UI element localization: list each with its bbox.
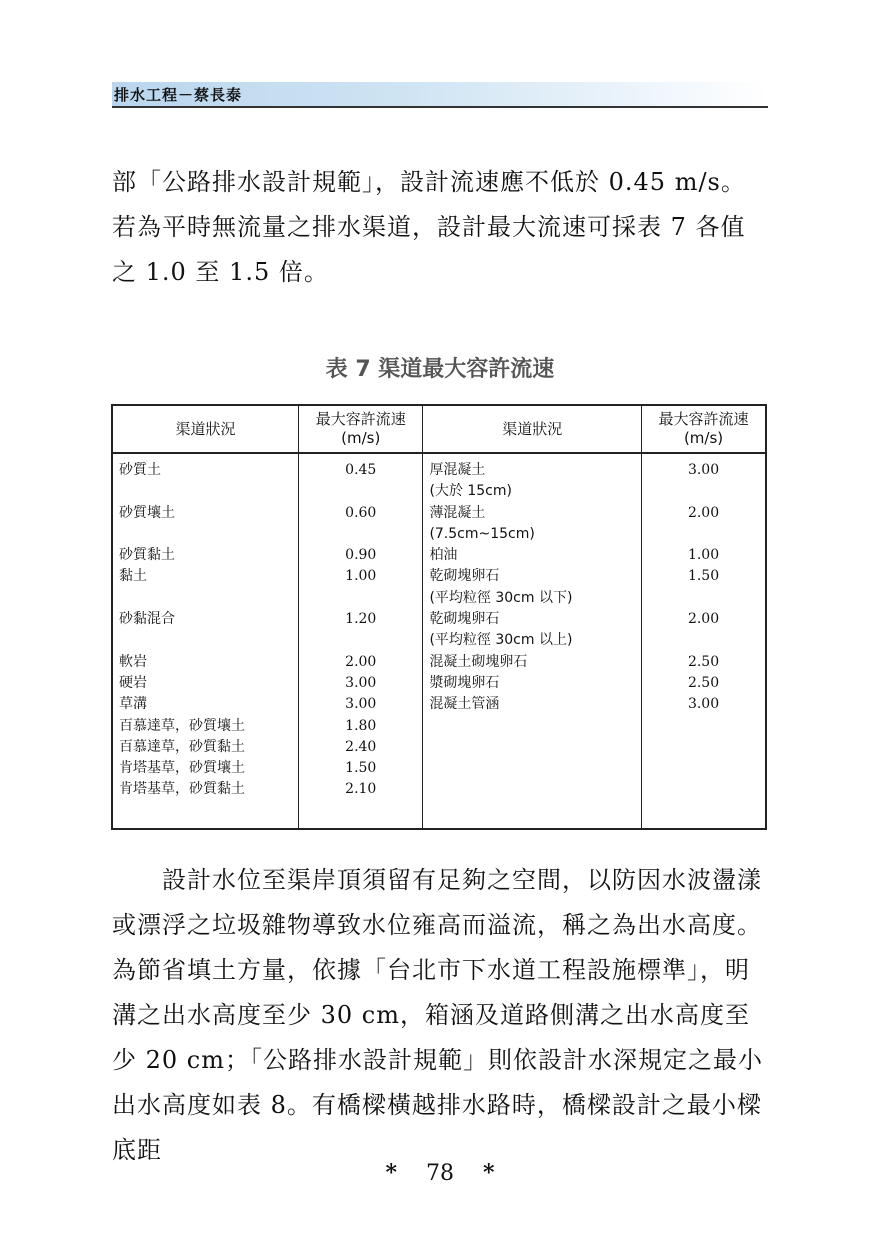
velocity-value: 2.40 [345,738,377,755]
running-header [112,82,768,108]
velocity-value: 1.00 [687,547,720,564]
velocity-value: 3.00 [687,462,720,478]
velocity-value [299,524,422,545]
velocity-value: 2.50 [687,674,720,691]
channel-condition: (平均粒徑 30cm 以下) [429,589,573,606]
velocity-value: 2.00 [687,611,720,628]
channel-condition: 砂質壤土 [119,504,175,521]
velocity-value: 3.00 [345,674,377,691]
header-line: (m/s) [683,429,724,447]
velocity-value: 2.50 [687,653,720,670]
channel-condition: 混凝土砌塊卵石 [429,653,528,670]
velocity-value: 3.00 [687,696,720,713]
channel-condition: 乾砌塊卵石 [429,568,500,585]
velocity-value [642,588,765,609]
velocity-value: 1.50 [687,568,720,585]
channel-condition: 黏土 [119,568,147,585]
velocity-value: 1.80 [345,717,377,734]
velocity-value [642,524,765,545]
velocity-table [111,404,767,830]
channel-condition: 乾砌塊卵石 [429,611,500,628]
channel-condition: 砂質黏土 [119,547,175,564]
velocity-value: 2.00 [687,504,720,521]
velocity-value [299,630,422,651]
footer-star-right: * [483,1160,495,1186]
channel-condition: (平均粒徑 30cm 以上) [429,632,573,649]
velocity-value: 0.90 [345,547,377,564]
channel-condition: 薄混凝土 [429,504,486,521]
velocity-value: 2.00 [345,653,377,670]
channel-condition: 百慕達草，砂質黏土 [119,738,245,755]
header-rule [112,106,768,108]
channel-condition: 肯塔基草，砂質壤土 [119,760,245,777]
velocity-value: 0.60 [345,504,377,521]
velocity-value: 1.20 [345,611,377,628]
page-footer [0,1160,880,1186]
channel-condition: (大於 15cm) [429,483,512,500]
velocity-value [642,481,765,502]
channel-condition: 砂質土 [119,462,161,478]
footer-star-left: * [385,1160,397,1186]
header-line: (m/s) [341,429,381,447]
velocity-value [299,588,422,609]
channel-condition: 漿砌塊卵石 [429,674,500,691]
paragraph-1: 部「公路排水設計規範」，設計流速應不低於 0.45 m/s。若為平時無流量之排水渠道，設計最大流速可採表 7 各值之 1.0 至 1.5 倍。 [112,168,746,286]
paragraph-2: 設計水位至渠岸頂須留有足夠之空間，以防因水波盪漾或漂浮之垃圾雜物導致水位雍高而溢流，稱之為出水高度。為節省填土方量，依據「台北市下水道工程設施標準」，明溝之出水高度至少 30 cm，箱涵及道路側溝之出水高度至少 20 cm；「公路排水設計規範」則依設計水深規定之最小出水高度如表 8。有橋樑橫越排水路時，橋樑設計之最小樑底距 [112,866,763,1164]
velocity-value: 0.45 [345,462,377,478]
channel-condition [113,524,298,545]
header-title: 排水工程－蔡長泰 [114,86,243,104]
right-velocity-column [642,453,766,829]
channel-condition: 軟岩 [119,653,147,670]
left-velocity-column [299,453,423,829]
header-max-velocity-1 [299,405,423,453]
table-title: 表 7 渠道最大容許流速 [325,357,555,382]
velocity-value: 1.50 [345,760,377,777]
velocity-value [642,630,765,651]
header-channel-condition-1 [112,405,299,453]
channel-condition: (7.5cm~15cm) [429,525,535,542]
header-line: 最大容許流速 [658,410,749,428]
page-number: 78 [426,1161,454,1186]
channel-condition [113,630,298,651]
right-condition-column [423,453,642,829]
channel-condition [113,481,298,502]
channel-condition [113,588,298,609]
velocity-value: 2.10 [345,781,377,798]
header-max-velocity-2 [642,405,766,453]
channel-condition: 百慕達草，砂質壤土 [119,717,245,734]
header-text: 渠道狀況 [175,419,236,438]
header-line: 最大容許流速 [315,410,406,428]
channel-condition: 草溝 [119,696,147,713]
channel-condition: 硬岩 [119,674,147,691]
channel-condition: 厚混凝土 [429,462,486,478]
velocity-value [299,481,422,502]
velocity-value: 3.00 [345,696,377,713]
channel-condition: 肯塔基草，砂質黏土 [119,781,245,798]
channel-condition: 混凝土管涵 [429,696,500,713]
header-channel-condition-2 [423,405,642,453]
velocity-value: 1.00 [345,568,377,585]
channel-condition: 柏油 [429,547,458,564]
left-condition-column [112,453,299,829]
channel-condition: 砂黏混合 [119,611,175,628]
header-text: 渠道狀況 [502,419,563,438]
